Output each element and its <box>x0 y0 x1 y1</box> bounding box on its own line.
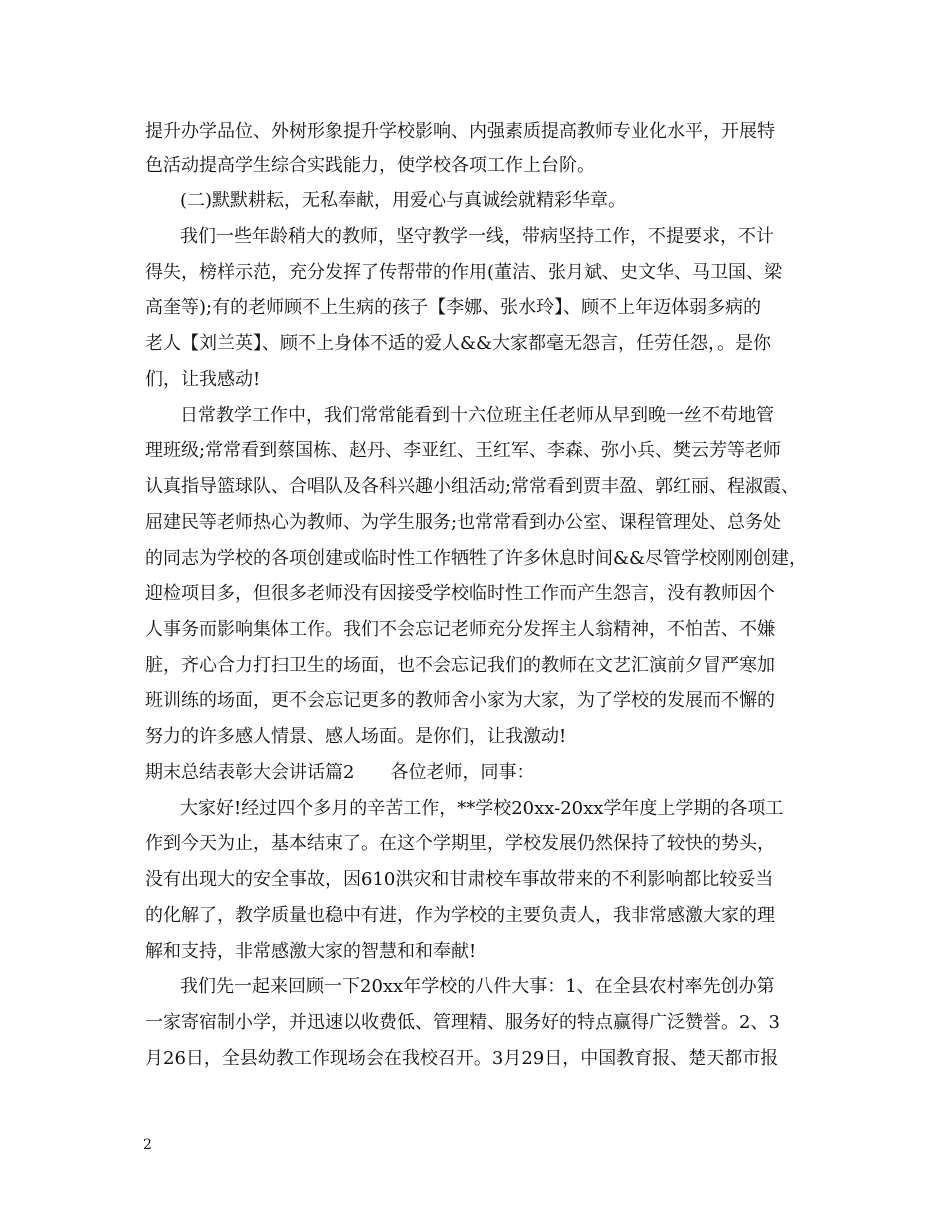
text-line: 我们一些年龄稍大的教师，坚守教学一线，带病坚持工作，不提要求，不计 <box>180 226 774 247</box>
text-line: 的化解了，教学质量也稳中有进，作为学校的主要负责人，我非常感激大家的理 <box>145 905 775 926</box>
text-line: 脏，齐心合力打扫卫生的场面，也不会忘记我们的教师在文艺汇演前夕冒严寒加 <box>145 655 775 676</box>
text-line: 的同志为学校的各项创建或临时性工作牺牲了许多休息时间&&尽管学校刚刚创建， <box>145 548 808 569</box>
text-line: 屈建民等老师热心为教师、为学生服务;也常常看到办公室、课程管理处、总务处 <box>145 512 782 533</box>
text-line: 作到今天为止，基本结束了。在这个学期里，学校发展仍然保持了较快的势头， <box>145 833 775 854</box>
text-line: 一家寄宿制小学，并迅速以收费低、管理精、服务好的特点赢得广泛赞誉。2、3 <box>145 1012 780 1033</box>
text-line: 月26日，全县幼教工作现场会在我校召开。3月29日，中国教育报、楚天都市报 <box>145 1048 779 1069</box>
section-heading: (二)默默耕耘，无私奉献，用爱心与真诚绘就精彩华章。 <box>180 190 627 211</box>
text-line: 日常教学工作中，我们常常能看到十六位班主任老师从早到晚一丝不苟地管 <box>180 405 774 426</box>
text-line: 努力的许多感人情景、感人场面。是你们，让我激动! <box>145 726 567 747</box>
text-line: 理班级;常常看到蔡国栋、赵丹、李亚红、王红军、李森、弥小兵、樊云芳等老师 <box>145 440 782 461</box>
text-line: 人事务而影响集体工作。我们不会忘记老师充分发挥主人翁精神，不怕苦、不嫌 <box>145 619 775 640</box>
text-line: 迎检项目多，但很多老师没有因接受学校临时性工作而产生怨言，没有教师因个 <box>145 583 775 604</box>
text-line: 色活动提高学生综合实践能力，使学校各项工作上台阶。 <box>145 155 595 176</box>
text-line: 大家好!经过四个多月的辛苦工作，**学校20xx-20xx学年度上学期的各项工 <box>180 798 784 819</box>
article-title: 期末总结表彰大会讲话篇2 各位老师，同事： <box>145 762 535 783</box>
text-line: 没有出现大的安全事故，因610洪灾和甘肃校车事故带来的不利影响都比较妥当 <box>145 869 774 890</box>
text-line: 认真指导篮球队、合唱队及各科兴趣小组活动;常常看到贾丰盈、郭红丽、程淑霞、 <box>145 476 800 497</box>
text-line: 我们先一起来回顾一下20xx年学校的八件大事：1、在全县农村率先创办第 <box>180 976 775 997</box>
page-number: 2 <box>143 1137 152 1153</box>
text-line: 高奎等);有的老师顾不上生病的孩子【李娜、张水玲】、顾不上年迈体弱多病的 <box>145 297 762 318</box>
text-line: 提升办学品位、外树形象提升学校影响、内强素质提高教师专业化水平，开展特 <box>145 121 775 142</box>
text-line: 得失，榜样示范，充分发挥了传帮带的作用(董洁、张月斌、史文华、马卫国、梁 <box>145 262 783 283</box>
text-line: 解和支持，非常感激大家的智慧和和奉献! <box>145 941 477 962</box>
text-line: 班训练的场面，更不会忘记更多的教师舍小家为大家，为了学校的发展而不懈的 <box>145 690 775 711</box>
text-line: 们，让我感动! <box>145 369 261 390</box>
text-line: 老人【刘兰英】、顾不上身体不适的爱人&&大家都毫无怨言，任劳任怨，。是你 <box>145 333 772 354</box>
